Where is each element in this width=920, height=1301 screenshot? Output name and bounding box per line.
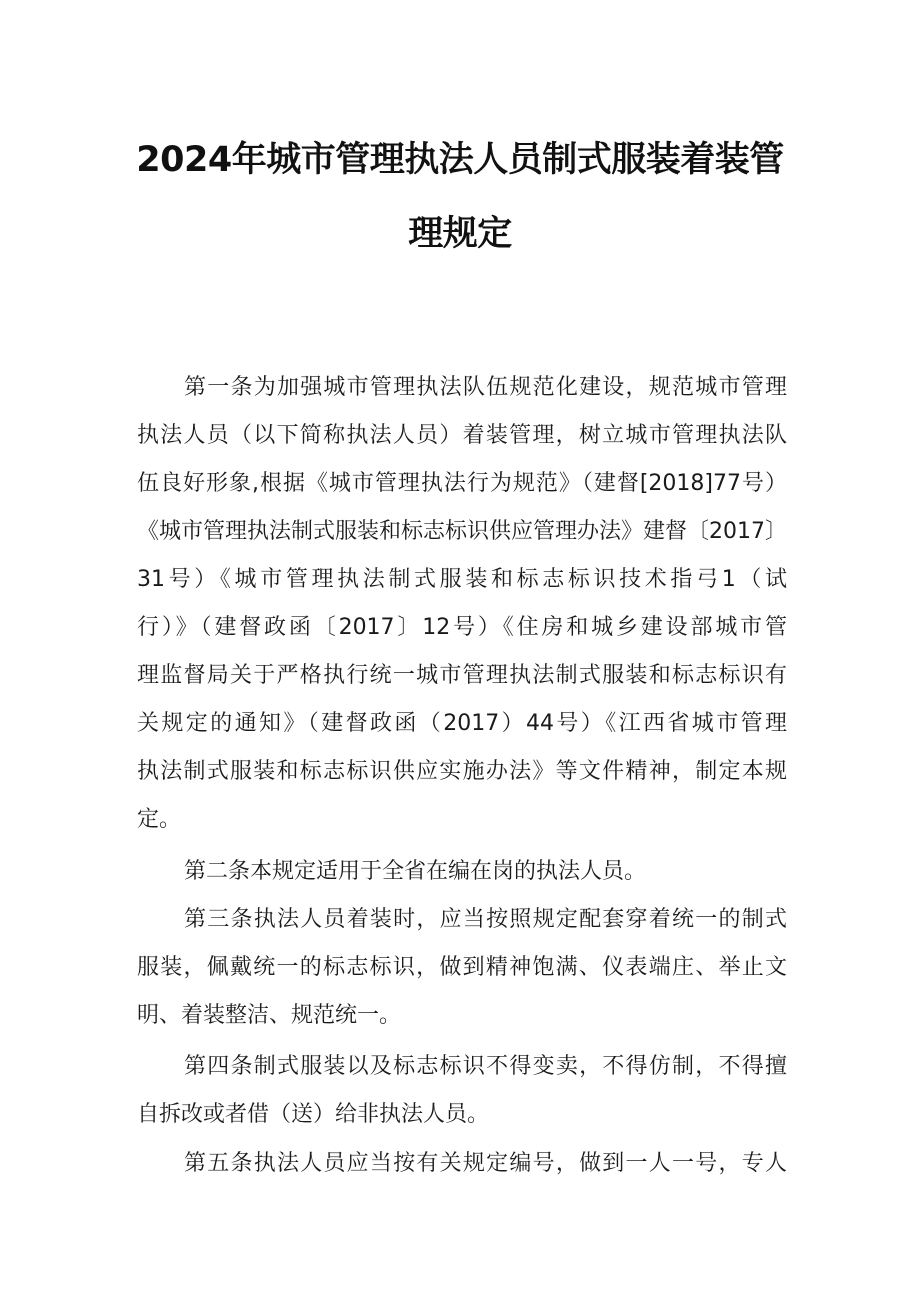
article-3-line: 明、着装整洁、规范统一。 xyxy=(137,1003,402,1028)
article-3 xyxy=(137,896,787,1040)
article-2-line: 第二条本规定适用于全省在编在岗的执法人员。 xyxy=(184,859,647,884)
article-5 xyxy=(137,1140,787,1188)
article-2 xyxy=(137,848,787,896)
article-1-line: 31号）《城市管理执法制式服装和标志标识技术指弓1（试 xyxy=(137,567,787,592)
article-4-line: 第四条制式服装以及标志标识不得变卖，不得仿制，不得擅 xyxy=(184,1054,787,1079)
article-5-line: 第五条执法人员应当按有关规定编号，做到一人一号，专人 xyxy=(184,1151,787,1176)
article-1-line: 行）》（建督政函〔2017〕12号）《住房和城乡建设部城市管 xyxy=(137,615,787,640)
article-4 xyxy=(137,1043,787,1139)
document-title-line-1: 2024年城市管理执法人员制式服装着装管 xyxy=(136,140,784,180)
article-1-line: 执法制式服装和标志标识供应实施办法》等文件精神，制定本规 xyxy=(137,759,787,784)
article-1-line: 《城市管理执法制式服装和标志标识供应管理办法》建督〔2017〕 xyxy=(137,519,787,544)
article-3-line: 服装，佩戴统一的标志标识，做到精神饱满、仪表端庄、举止文 xyxy=(137,955,787,980)
article-1-line: 定。 xyxy=(137,807,182,832)
article-3-line: 第三条执法人员着装时，应当按照规定配套穿着统一的制式 xyxy=(184,907,787,932)
article-1-line: 关规定的通知》（建督政函（2017）44号）《江西省城市管理 xyxy=(137,711,787,736)
article-1-line: 伍良好形象,根据《城市管理执法行为规范》（建督[2018]77号） xyxy=(137,471,787,496)
article-1-line: 第一条为加强城市管理执法队伍规范化建设，规范城市管理 xyxy=(184,375,787,400)
article-1-line: 理监督局关于严格执行统一城市管理执法制式服装和标志标识有 xyxy=(137,663,787,688)
article-1 xyxy=(137,364,787,844)
document-title-line-2: 理规定 xyxy=(408,214,512,254)
article-1-line: 执法人员（以下简称执法人员）着装管理，树立城市管理执法队 xyxy=(137,423,787,448)
article-4-line: 自拆改或者借（送）给非执法人员。 xyxy=(137,1102,490,1127)
